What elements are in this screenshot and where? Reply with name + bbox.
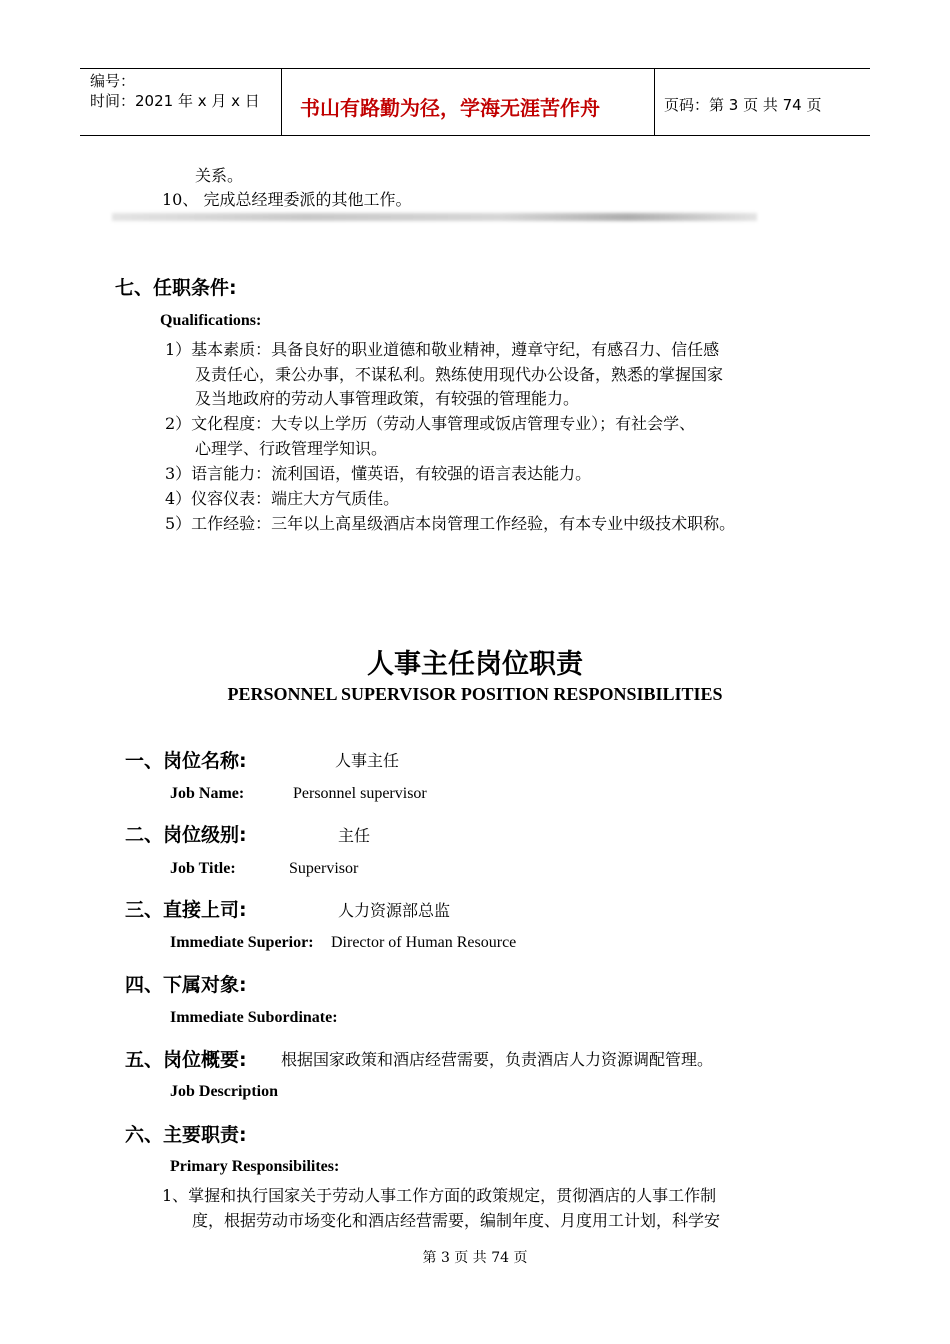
section-1-en-value: Personnel supervisor [293,785,427,802]
qualifications-heading: 七、任职条件: [115,277,237,299]
section-1-value: 人事主任 [335,751,400,770]
qual-item-5: 5）工作经验：三年以上高星级酒店本岗管理工作经验，有本专业中级技术职称。 [165,514,736,533]
qual-item-1-line-2: 及责任心，秉公办事，不谋私利。熟练使用现代办公设备，熟悉的掌握国家 [195,365,724,384]
section-6-en-label: Primary Responsibilites: [170,1158,340,1175]
qual-item-3: 3）语言能力：流利国语，懂英语，有较强的语言表达能力。 [165,464,592,483]
blurred-line [112,213,757,221]
section-2-en-label: Job Title: [170,860,236,877]
section-6-heading: 六、主要职责: [125,1124,247,1146]
header-date-label: 时间：2021 年 x 月 x 日 [90,92,260,110]
section-5-heading: 五、岗位概要: [125,1049,247,1071]
section-3-value: 人力资源部总监 [338,901,451,920]
section-5-en-label: Job Description [170,1083,278,1100]
page-title-en: PERSONNEL SUPERVISOR POSITION RESPONSIBILITIES [227,684,723,704]
section-4-en-label: Immediate Subordinate: [170,1009,338,1026]
section-1-heading: 一、岗位名称: [125,750,247,772]
qual-item-2-line-2: 心理学、行政管理学知识。 [195,439,388,458]
qual-item-2-line-1: 2）文化程度：大专以上学历（劳动人事管理或饭店管理专业）；有社会学、 [165,414,696,433]
prev-item-10: 10、 完成总经理委派的其他工作。 [162,190,412,209]
section-2-en-value: Supervisor [289,860,359,877]
header-motto: 书山有路勤为径，学海无涯苦作舟 [300,96,600,120]
qual-item-1-line-1: 1）基本素质：具备良好的职业道德和敬业精神，遵章守纪，有感召力、信任感 [165,340,720,359]
qualifications-en-label: Qualifications: [160,312,262,329]
header-rule-top [80,68,870,69]
prev-continuation-text: 关系。 [195,166,244,185]
section-3-heading: 三、直接上司: [125,899,247,921]
qual-item-4: 4）仪容仪表：端庄大方气质佳。 [165,489,400,508]
section-1-en-label: Job Name: [170,785,245,802]
qual-item-1-line-3: 及当地政府的劳动人事管理政策，有较强的管理能力。 [195,389,580,408]
section-3-en-label: Immediate Superior: [170,934,314,951]
section-6-item-1-line-2: 度，根据劳动市场变化和酒店经营需要，编制年度、月度用工计划，科学安 [192,1211,721,1230]
section-4-heading: 四、下属对象: [125,974,247,996]
section-3-en-value: Director of Human Resource [331,934,517,951]
header-number-label: 编号： [90,72,136,90]
section-6-item-1-line-1: 1、掌握和执行国家关于劳动人事工作方面的政策规定，贯彻酒店的人事工作制 [162,1186,717,1205]
section-5-value: 根据国家政策和酒店经营需要，负责酒店人力资源调配管理。 [281,1050,714,1069]
page-title-cn: 人事主任岗位职责 [367,649,583,680]
header-divider-left [281,68,282,136]
header-divider-right [654,68,655,136]
header-rule-bottom [80,135,870,136]
footer-page-number: 第 3 页 共 74 页 [422,1250,528,1266]
section-2-heading: 二、岗位级别: [125,824,247,846]
section-2-value: 主任 [338,826,371,845]
header-page-label: 页码：第 3 页 共 74 页 [664,96,822,114]
